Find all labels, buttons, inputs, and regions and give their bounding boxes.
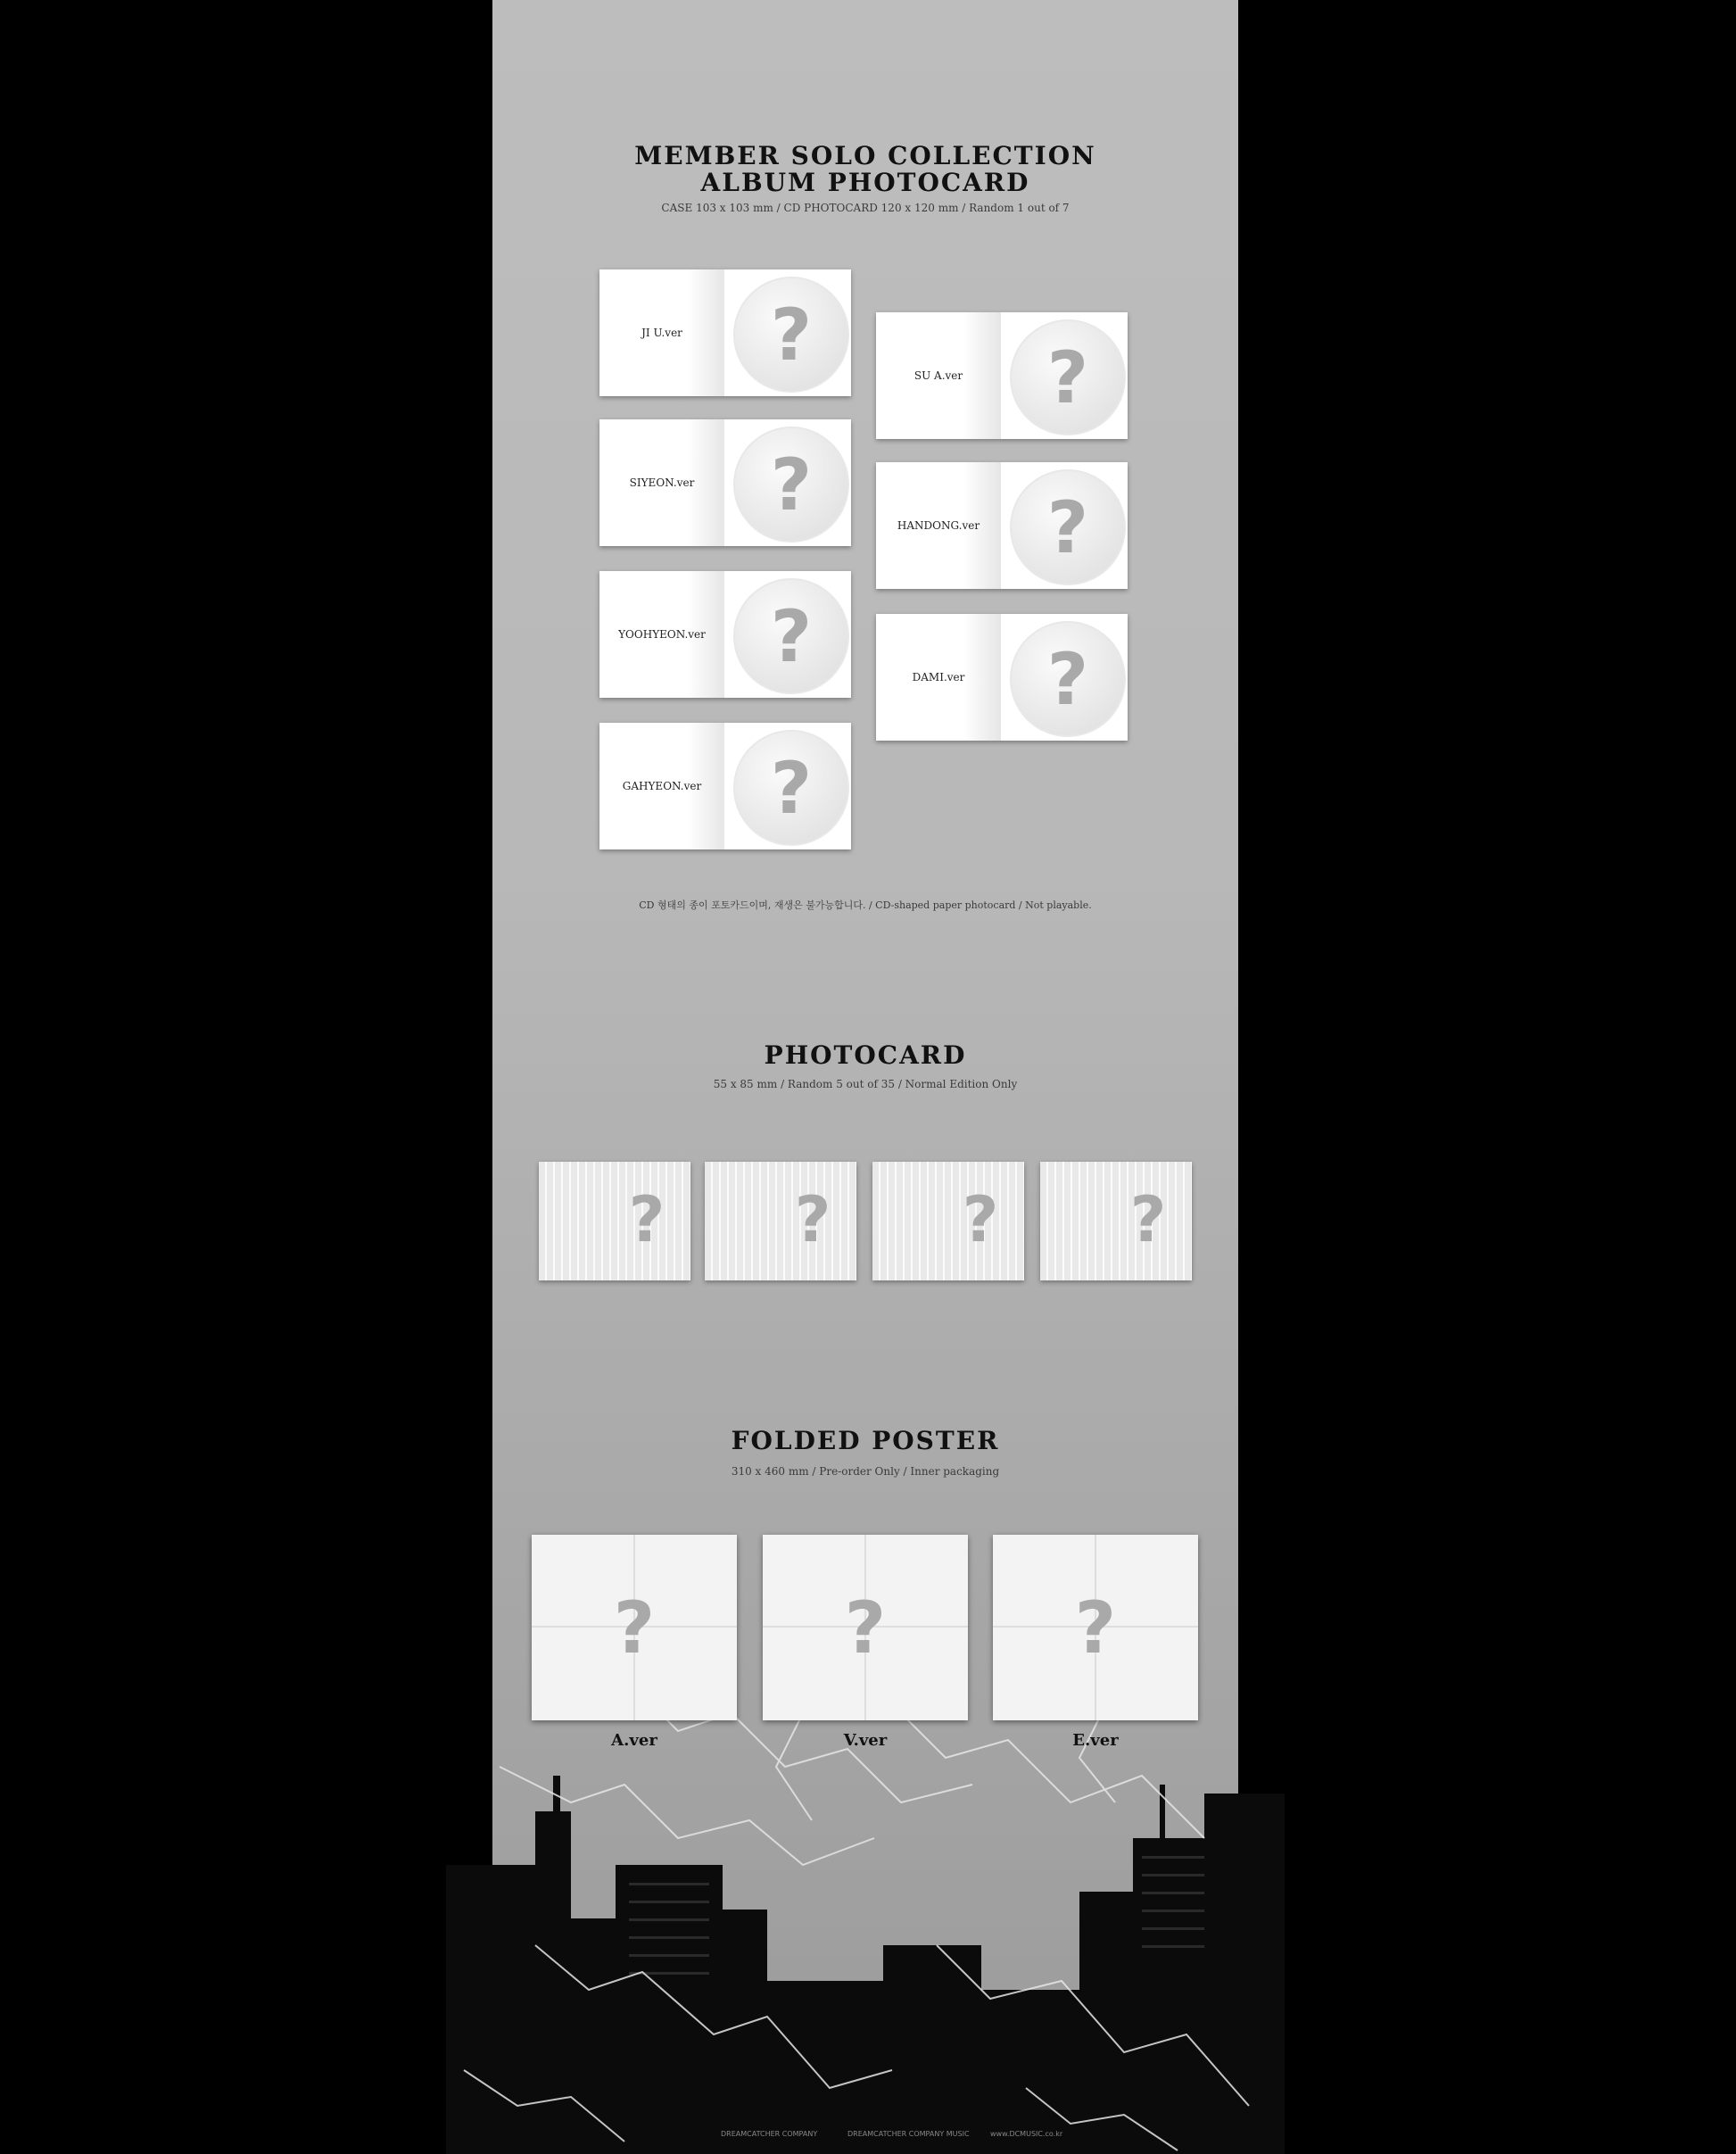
photocard [705, 1162, 856, 1280]
photocard [539, 1162, 690, 1280]
cd-photocard [599, 723, 851, 849]
question-mark-icon: ? [770, 746, 813, 830]
section2-subtitle: 55 x 85 mm / Random 5 out of 35 / Normal Edition Only [713, 1078, 1018, 1090]
section1-title-line1: MEMBER SOLO COLLECTION [634, 141, 1096, 170]
question-mark-icon: ? [844, 1586, 887, 1669]
question-mark-icon: ? [1074, 1586, 1117, 1669]
question-mark-icon: ? [628, 1183, 665, 1256]
cd-disc [1010, 469, 1126, 585]
section1-note: CD 형태의 종이 포토카드이며, 재생은 불가능합니다. / CD-shaped paper photocard / Not playable. [639, 899, 1092, 911]
section3-title: FOLDED POSTER [731, 1426, 1000, 1455]
cd-photocard-label: DAMI.ver [912, 671, 965, 683]
cd-photocard [876, 462, 1128, 589]
cd-photocard-label: GAHYEON.ver [622, 780, 702, 792]
question-mark-icon: ? [770, 443, 813, 526]
question-mark-icon: ? [613, 1586, 656, 1669]
cd-disc [733, 578, 849, 694]
section1-title-line2: ALBUM PHOTOCARD [700, 168, 1030, 197]
section3-subtitle: 310 x 460 mm / Pre-order Only / Inner packaging [731, 1465, 1000, 1478]
question-mark-icon: ? [1129, 1183, 1167, 1256]
credit-website[interactable]: www.DCMUSIC.co.kr [990, 2130, 1063, 2138]
cd-photocard-label: HANDONG.ver [897, 519, 980, 532]
credit-company: DREAMCATCHER COMPANY [721, 2130, 818, 2138]
photocard [1040, 1162, 1192, 1280]
folded-poster [532, 1535, 737, 1720]
poster-label: A.ver [611, 1731, 657, 1750]
cd-disc [733, 427, 849, 543]
cd-disc [1010, 319, 1126, 435]
folded-poster [993, 1535, 1198, 1720]
cd-photocard-label: SIYEON.ver [629, 476, 695, 489]
section2-title: PHOTOCARD [764, 1040, 967, 1070]
cd-photocard-label: SU A.ver [913, 369, 963, 382]
question-mark-icon: ? [1046, 485, 1089, 569]
credit-music: DREAMCATCHER COMPANY MUSIC [847, 2130, 970, 2138]
poster-label: V.ver [843, 1731, 888, 1750]
cd-disc [733, 730, 849, 846]
cd-photocard-label: YOOHYEON.ver [618, 628, 706, 641]
question-mark-icon: ? [770, 293, 813, 377]
photocard [872, 1162, 1024, 1280]
cd-photocard [599, 571, 851, 698]
cd-disc [733, 277, 849, 393]
cd-photocard [599, 419, 851, 546]
cd-photocard [599, 269, 851, 396]
question-mark-icon: ? [770, 594, 813, 678]
question-mark-icon: ? [962, 1183, 999, 1256]
cd-photocard [876, 312, 1128, 439]
question-mark-icon: ? [1046, 336, 1089, 419]
poster-label: E.ver [1072, 1731, 1119, 1750]
cd-photocard [876, 614, 1128, 741]
folded-poster [763, 1535, 968, 1720]
cd-photocard-label: JI U.ver [641, 327, 682, 339]
question-mark-icon: ? [794, 1183, 831, 1256]
question-mark-icon: ? [1046, 637, 1089, 721]
cd-disc [1010, 621, 1126, 737]
section1-subtitle: CASE 103 x 103 mm / CD PHOTOCARD 120 x 120 mm / Random 1 out of 7 [661, 202, 1070, 214]
